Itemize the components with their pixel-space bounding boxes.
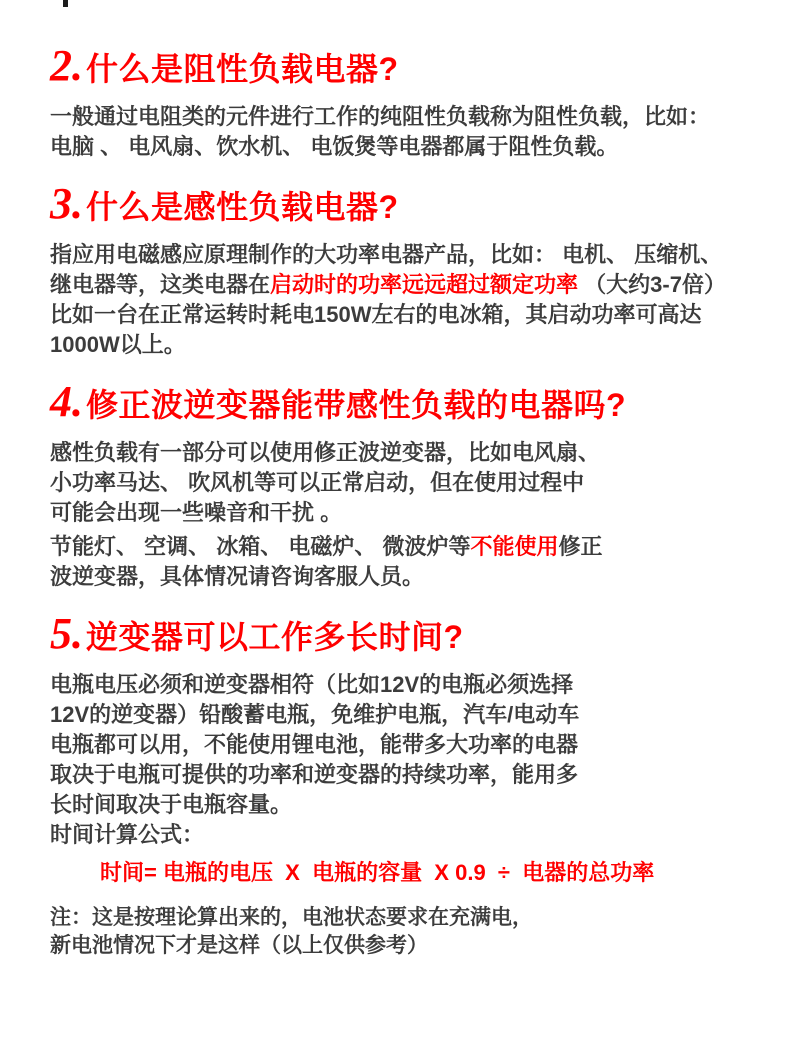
text-line bbox=[50, 438, 750, 468]
section-number: 5. bbox=[50, 609, 83, 658]
body-text: 比如一台在正常运转时耗电150W左右的电冰箱，其启动功率可高达 bbox=[50, 302, 702, 327]
note-line: 注：这是按理论算出来的，电池状态要求在充满电， bbox=[50, 906, 533, 929]
body-text: （大约3-7倍） bbox=[578, 272, 726, 297]
section-heading bbox=[50, 609, 750, 664]
section-heading bbox=[50, 41, 750, 96]
faq-section bbox=[50, 41, 750, 162]
section-title: 什么是阻性负载电器? bbox=[86, 51, 399, 87]
text-line bbox=[50, 760, 750, 790]
section-title: 逆变器可以工作多长时间? bbox=[86, 619, 464, 655]
section-number: 3. bbox=[50, 179, 83, 228]
body-text: 1000W以上。 bbox=[50, 332, 186, 357]
cropped-text-fragment bbox=[63, 0, 68, 7]
body-text: 节能灯、 空调、 冰箱、 电磁炉、 微波炉等 bbox=[50, 534, 471, 559]
body-text: 电瓶电压必须和逆变器相符（比如12V的电瓶必须选择 bbox=[50, 672, 574, 697]
text-line bbox=[50, 670, 750, 700]
paragraph bbox=[50, 532, 750, 592]
text-line bbox=[50, 700, 750, 730]
text-line bbox=[50, 730, 750, 760]
paragraph bbox=[50, 670, 750, 850]
text-line bbox=[50, 532, 750, 562]
body-text: 指应用电磁感应原理制作的大功率电器产品，比如： 电机、 压缩机、 bbox=[50, 242, 723, 267]
faq-section bbox=[50, 609, 750, 960]
body-text: 可能会出现一些噪音和干扰 。 bbox=[50, 500, 343, 525]
body-text: 一般通过电阻类的元件进行工作的纯阻性负载称为阻性负载，比如： bbox=[50, 104, 711, 129]
text-line bbox=[50, 498, 750, 528]
text-line bbox=[50, 468, 750, 498]
body-text: 电脑 、 电风扇、饮水机、 电饭煲等电器都属于阻性负载。 bbox=[50, 134, 619, 159]
highlighted-text: 不能使用 bbox=[470, 534, 559, 559]
body-text: 电瓶都可以用，不能使用锂电池，能带多大功率的电器 bbox=[50, 732, 579, 757]
faq-section bbox=[50, 179, 750, 360]
faq-sections bbox=[50, 41, 750, 960]
section-number: 4. bbox=[50, 377, 83, 426]
text-line bbox=[50, 270, 750, 300]
body-text: 继电器等，这类电器在 bbox=[50, 272, 271, 297]
text-line bbox=[50, 820, 750, 850]
body-text: 小功率马达、 吹风机等可以正常启动，但在使用过程中 bbox=[50, 470, 585, 495]
body-text: 长时间取决于电瓶容量。 bbox=[50, 792, 293, 817]
text-line bbox=[50, 132, 750, 162]
section-title: 修正波逆变器能带感性负载的电器吗? bbox=[86, 387, 627, 423]
section-heading bbox=[50, 179, 750, 234]
body-text: 取决于电瓶可提供的功率和逆变器的持续功率，能用多 bbox=[50, 762, 579, 787]
text-line bbox=[50, 562, 750, 592]
text-line bbox=[50, 102, 750, 132]
text-line bbox=[50, 790, 750, 820]
body-text: 时间计算公式： bbox=[50, 822, 205, 847]
text-line bbox=[50, 300, 750, 330]
note-line: 新电池情况下才是这样（以上仅供参考） bbox=[50, 934, 428, 957]
body-text: 修正 bbox=[558, 534, 603, 559]
section-number: 2. bbox=[50, 41, 83, 90]
body-text: 12V的逆变器）铅酸蓄电瓶，免维护电瓶，汽车/电动车 bbox=[50, 702, 580, 727]
section-title: 什么是感性负载电器? bbox=[86, 189, 399, 225]
paragraph bbox=[50, 438, 750, 528]
body-text: 波逆变器，具体情况请咨询客服人员。 bbox=[50, 564, 425, 589]
faq-section bbox=[50, 377, 750, 592]
paragraph bbox=[50, 240, 750, 360]
note-block bbox=[50, 904, 750, 960]
highlighted-text: 启动时的功率远远超过额定功率 bbox=[270, 272, 579, 297]
text-line bbox=[50, 330, 750, 360]
text-line bbox=[50, 240, 750, 270]
paragraph bbox=[50, 102, 750, 162]
body-text: 感性负载有一部分可以使用修正波逆变器，比如电风扇、 bbox=[50, 440, 601, 465]
section-heading bbox=[50, 377, 750, 432]
time-formula: 时间= 电瓶的电压 X 电瓶的容量 X 0.9 ÷ 电器的总功率 bbox=[100, 860, 655, 885]
